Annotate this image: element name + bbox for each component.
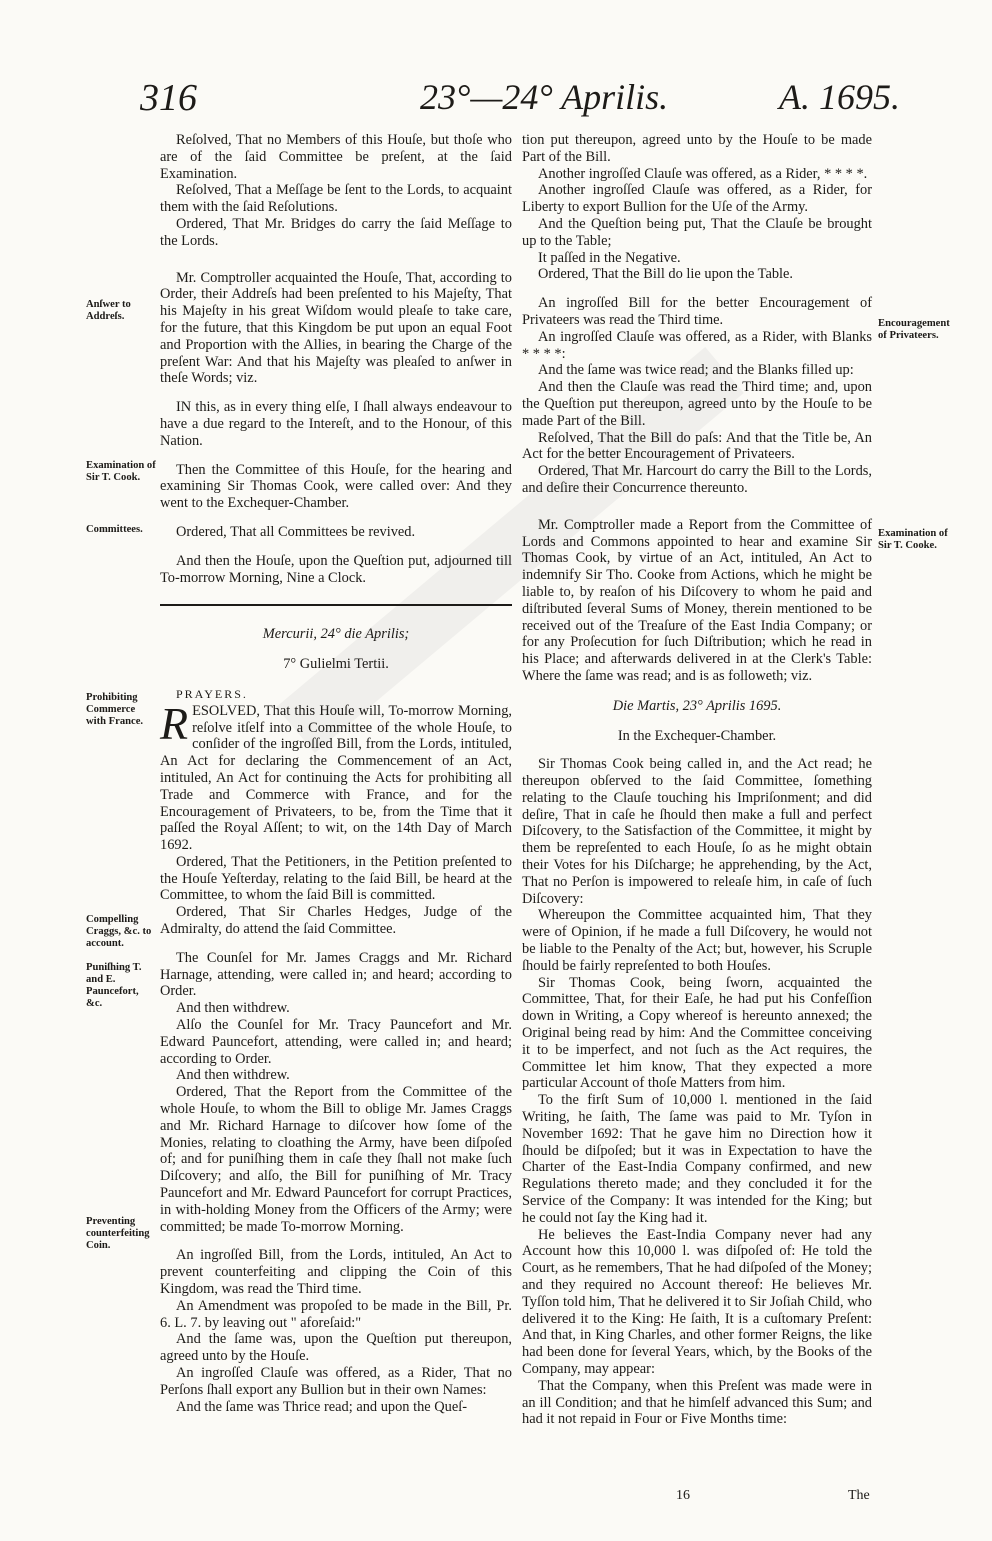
paragraph: Another ingroſſed Clauſe was offered, as a Rider, for Liberty to export Bullion for the Uſe of the Army. [522,182,872,216]
king-answer: IN this, as in every thing elſe, I ſhall always endeavour to have a due regard to the Intereſt, and to the Honour, of this Nation. [160,399,512,449]
paragraph: Ordered, That the Petitioners, in the Petition preſented to the Houſe Yeſterday, relating to the ſaid Bill, be heard at the Committee, to whom the ſaid Bill is committed. [160,853,512,904]
regnal-year: 7° Gulielmi Tertii. [283,656,389,673]
margin-note-answer: Anſwer to Addreſs. [86,299,131,322]
margin-note-prohibiting: Prohibiting Commerce with France. [86,692,144,727]
paragraph: Then the Committee of this Houſe, for the hearing and examining Sir Thomas Cook, were called over: And they went to the Exchequer-Chamber. [160,461,512,512]
paragraph: An ingroſſed Clauſe was offered, as a Rider, with Blanks * * * *: [522,328,872,362]
paragraph: Ordered, That Sir Charles Hedges, Judge of the Admiralty, do attend the ſaid Committee. [160,904,512,938]
running-year: A. 1695. [779,77,900,117]
paragraph: And the Queſtion being put, That the Clauſe be brought up to the Table; [522,215,872,249]
paragraph: An Amendment was propoſed to be made in the Bill, Pr. 6. L. 7. by leaving out " aforeſaid:" [160,1297,512,1331]
paragraph: It paſſed in the Negative. [538,249,681,266]
margin-note-committees: Committees. [86,524,143,535]
paragraph: Sir Thomas Cook being called in, and the Act read; he thereupon obſerved to the ſaid Committee, ſomething relating to the Clauſe touching his Impriſonment; and did deſire, That in caſe he ſhould then make a full and perfect Diſcovery, to the Satisfaction of the Committee, it might by them be repreſented to each Houſe, ſo as he might obtain their Votes for his Diſcharge; he apprehending, by the Act, That no Perſon is impowered to releaſe him, in caſe of ſuch Diſcovery: [522,756,872,907]
paragraph: And the ſame was twice read; and the Blanks filled up: [538,362,854,379]
catchword: The [848,1488,870,1503]
prayers-heading: PRAYERS. [176,686,248,701]
right-column [522,132,872,1428]
place-heading: In the Exchequer-Chamber. [617,727,777,744]
paragraph: Reſolved, That a Meſſage be ſent to the Lords, to acquaint them with the ſaid Reſolutions. [160,182,512,216]
paragraph: Whereupon the Committee acquainted him, That they were of Opinion, if he made a full Diſcovery, he would not be liable to the Penalty of the Act; but, however, his Scruple ſhould be fairly repreſented to both Houſes. [522,907,872,974]
margin-note-preventing: Preventing counterfeiting Coin. [86,1216,150,1251]
paragraph: An ingroſſed Clauſe was offered, as a Rider, That no Perſons ſhall export any Bullion but in their own Names: [160,1365,512,1398]
margin-note-encouragement: Encouragement of Privateers. [878,318,950,341]
page-number: 316 [140,77,197,119]
paragraph: Mr. Comptroller acquainted the Houſe, That, according to Order, their Addreſs had been preſented to his Majeſty, That his Majeſty in his great Wiſdom would pleaſe to take care, for the future, that this Kingdom be put upon an equal Foot and Proportion with the Allies, in bearing the Charge of the preſent War: And that his Majeſty was pleaſed to anſwer in theſe Words; viz. [160,269,512,387]
paragraph: And the ſame was, upon the Queſtion put thereupon, agreed unto by the Houſe. [160,1331,512,1365]
signature-mark: 16 [676,1488,690,1503]
paragraph: Ordered, That Mr. Harcourt do carry the Bill to the Lords, and deſire their Concurrence thereunto. [522,463,872,496]
paragraph: Sir Thomas Cook, being ſworn, acquainted the Committee, That, for their Eaſe, he had put his Confeſſion down in Writing, a Copy whereof is hereunto annexed; the Original being read by him: And the Committee conceiving it to be imperfect, and not ſuch as the Act requires, the Committee let him know, That they expected a more particular Account of thoſe Matters from him. [522,974,872,1092]
paragraph-resolved: RESOLVED, That this Houſe will, To-morrow Morning, reſolve itſelf into a Committee of the whole Houſe, to conſider of the ingroſſed Bill, from the Lords, intituled, An Act for declaring the Commencement of an Act, intituled, An Act for continuing the Acts for prohibiting all Trade and Commerce with France, and for the Encouragement of Privateers, to be, from the Time that it paſſed the Royal Aſſent; to wit, on the 14th Day of March 1692. [160,697,512,854]
paragraph: Reſolved, That no Members of this Houſe, but thoſe who are of the ſaid Committee be preſent, at the ſaid Examination. [160,132,512,182]
paragraph: He believes the East-India Company never had any Account how this 10,000 l. was diſpoſed of: He told the Court, as he remembers, That he had diſpoſed of the Money; and they required no Account thereof: He believes Mr. Tyſſon told him, That he delivered it to Sir Joſiah Child, who delivered it to the King: He ſaith, It is a cuſtomary Preſent: And that, in King Charles, and other former Reigns, the like had been done for ſeveral Years, which, by the Books of the Company, may appear: [522,1226,872,1377]
paragraph: And then withdrew. [176,1000,290,1017]
paragraph: Ordered, That all Committees be revived. [176,523,416,540]
paragraph: To the firſt Sum of 10,000 l. mentioned in the ſaid Writing, he ſaith, The ſame was paid to Mr. Tyſon in November 1692: That he gave him no Direction how it ſhould be diſpoſed; but it was in Expectation to have the Charter of the East-India Company confirmed, and new Regulations thereto made; and they concluded it for the Service of the Company: It was intended for the King; but he could not ſay the King had it. [522,1092,872,1226]
paragraph: Alſo the Counſel for Mr. Tracy Pauncefort and Mr. Edward Pauncefort, attending, were called in; and heard; according to Order. [160,1017,512,1067]
left-column [160,132,512,1415]
day-heading: Mercurii, 24° die Aprilis; [262,626,410,643]
paragraph: Reſolved, That the Bill do paſs: And that the Title be, An Act for the better Encouragement of Privateers. [522,429,872,463]
paragraph: And the ſame was Thrice read; and upon the Queſ- [176,1398,468,1415]
paragraph: And then the Houſe, upon the Queſtion put, adjourned till To-morrow Morning, Nine a Clock. [160,552,512,586]
section-rule [160,604,512,606]
paragraph: That the Company, when this Preſent was made were in an ill Condition; and that he himſelf advanced this Sum; and had it not repaid in Four or Five Months time: [522,1377,872,1428]
paragraph: An ingroſſed Bill, from the Lords, intituled, An Act to prevent counterfeiting and clipping the Coin of this Kingdom, was read the Third time. [160,1247,512,1298]
margin-note-exam: Examination of Sir T. Cook. [86,460,156,483]
paragraph: And then the Clauſe was read the Third time; and, upon the Queſtion put thereupon, agreed unto by the Houſe to be made Part of the Bill. [522,379,872,429]
paragraph: Ordered, That Mr. Bridges do carry the ſaid Meſſage to the Lords. [160,215,512,249]
paragraph: Mr. Comptroller made a Report from the Committee of Lords and Commons appointed to hear and examine Sir Thomas Cook, by virtue of an Act, intituled, An Act to indemnify Sir Tho. Cooke from Actions, which he might be liable to, by reaſon of his Diſcovery to whom he paid and diſtributed ſeveral Sums of Money, therein mentioned to be received out of the Treaſure of the East India Company; or for any Proſecution for ſuch Diſtribution; which he read in his Place; and afterwards delivered in at the Clerk's Table: Where the ſame was read; and is as followeth; viz. [522,516,872,684]
paragraph: Ordered, That the Bill do lie upon the Table. [538,266,794,283]
running-date: 23°—24° Aprilis. [420,77,669,117]
page-header [140,76,900,124]
paragraph: An ingroſſed Bill for the better Encouragement of Privateers was read the Third time. [522,295,872,328]
margin-note-punishing: Puniſhing T. and E. Pauncefort, &c. [86,962,142,1009]
paragraph: Ordered, That the Report from the Committee of the whole Houſe, to whom the Bill to oblige Mr. James Craggs and Mr. Richard Harnage to diſcover how ſome of the Monies, relating to cloathing the Army, have been diſpoſed of; and for puniſhing them in caſe they ſhall not make ſuch Diſcovery; and alſo, the Bill for puniſhing of Mr. Tracy Pauncefort and Mr. Edward Pauncefort for corrupt Practices, in with-holding Money from the Officers of the Army; were committed; be made To-morrow Morning. [160,1084,512,1235]
day-heading: Die Martis, 23° Aprilis 1695. [612,697,782,714]
margin-note-compelling: Compelling Craggs, &c. to account. [86,914,152,949]
paragraph: tion put thereupon, agreed unto by the Houſe to be made Part of the Bill. [522,132,872,165]
paragraph: Another ingroſſed Clauſe was offered, as a Rider, * * * *. [538,165,868,182]
paragraph: And then withdrew. [176,1067,290,1084]
paragraph: The Counſel for Mr. James Craggs and Mr. Richard Harnage, attending, were called in; and heard; according to Order. [160,949,512,1000]
drop-cap: R [160,697,189,749]
margin-note-exam2: Examination of Sir T. Cooke. [878,528,948,551]
